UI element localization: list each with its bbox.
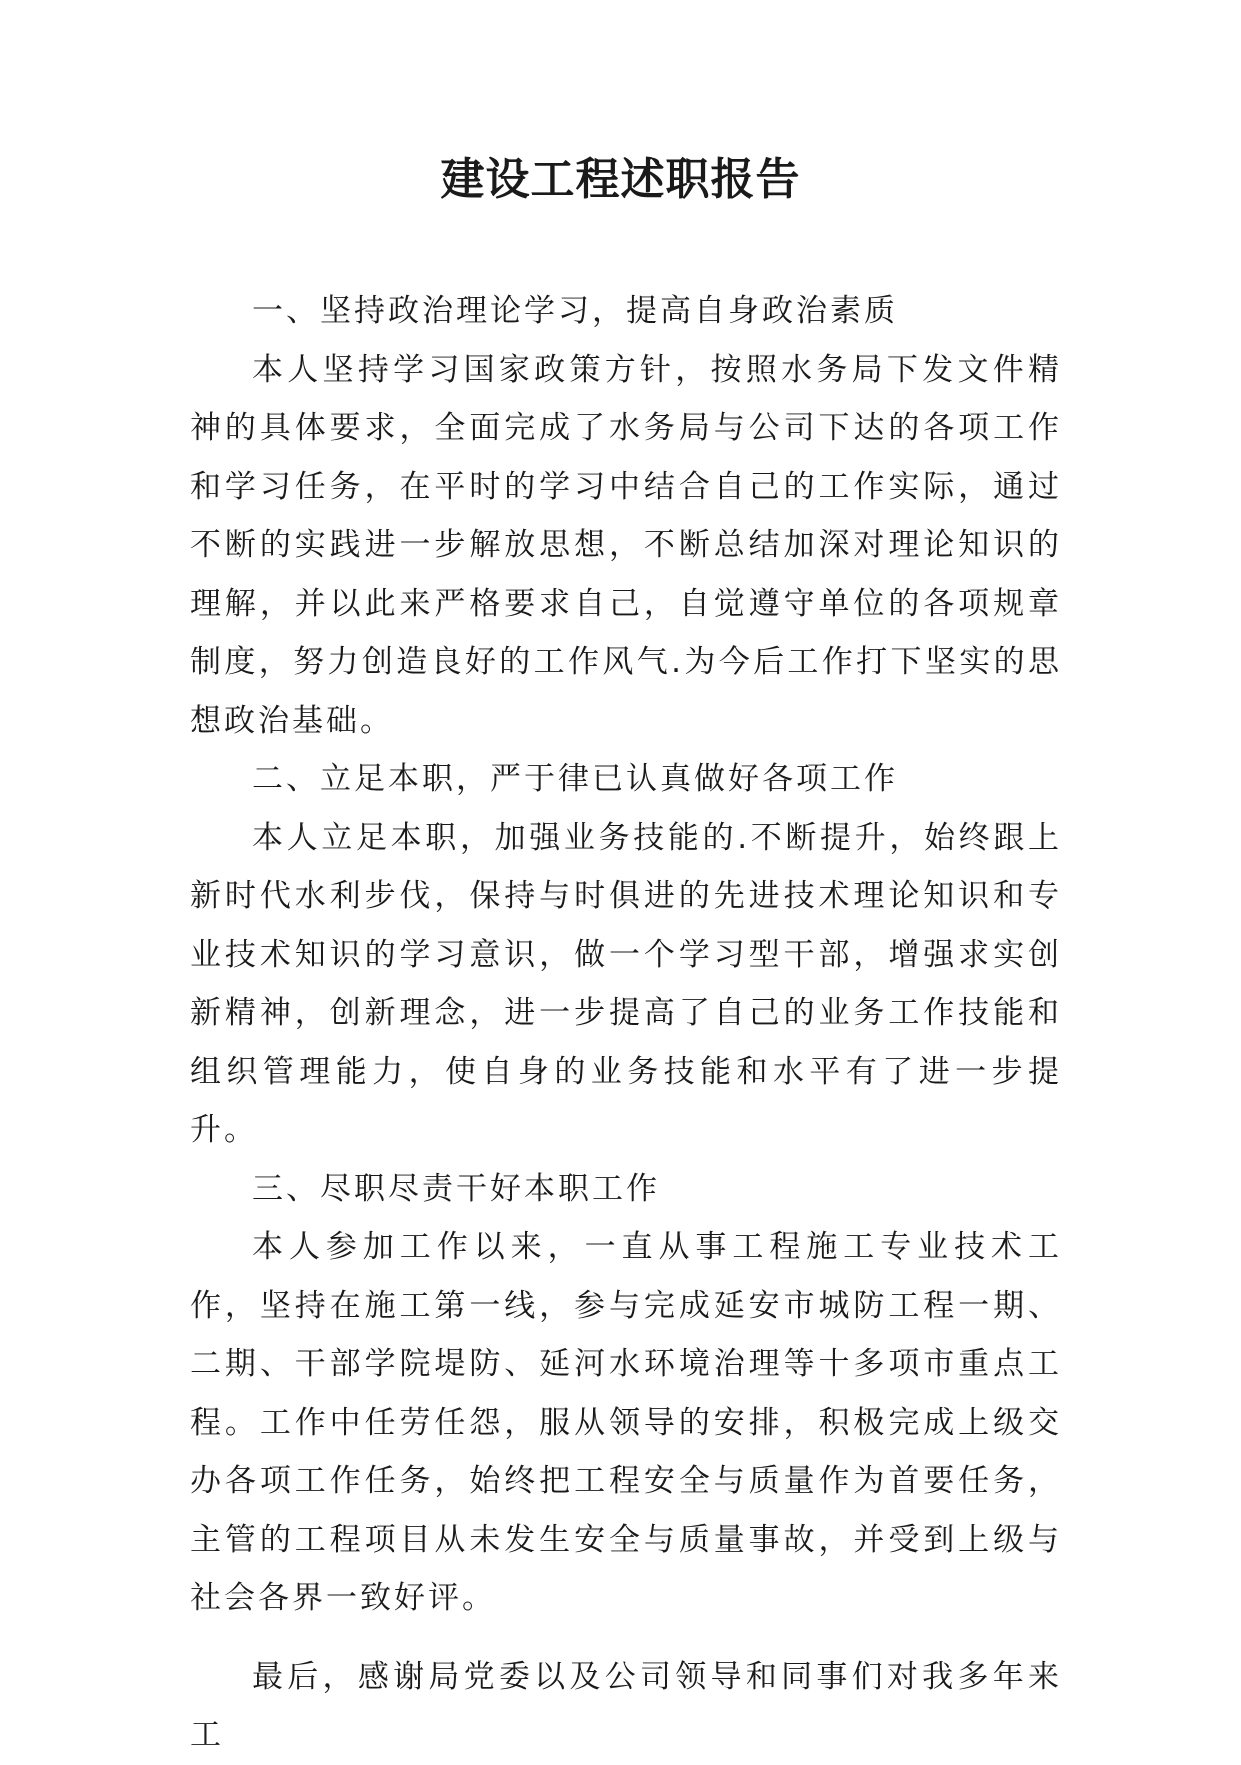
document-body — [190, 282, 1062, 1765]
section-heading-2: 二、立足本职，严于律已认真做好各项工作 — [252, 761, 898, 797]
section-heading-3: 三、尽职尽责干好本职工作 — [252, 1170, 660, 1207]
document-title: 建设工程述职报告 — [440, 154, 801, 205]
paragraph-2: 本人立足本职，加强业务技能的.不断提升，始终跟上新时代水利步伐，保持与时俱进的先进技术理论知识和专业技术知识的学习意识，做一个学习型干部，增强求实创新精神，创新理念，进一步提高了自己的业务工作技能和组织管理能力，使自身的业务技能和水平有了进一步提升。 — [190, 819, 1062, 1148]
paragraph-3: 本人参加工作以来，一直从事工程施工专业技术工作，坚持在施工第一线，参与完成延安市城防工程一期、二期、干部学院堤防、延河水环境治理等十多项市重点工程。工作中任劳任怨，服从领导的安排，积极完成上级交办各项工作任务，始终把工程安全与质量作为首要任务，主管的工程项目从未发生安全与质量事故，并受到上级与社会各界一致好评。 — [190, 1229, 1062, 1616]
section-heading-1: 一、坚持政治理论学习，提高自身政治素质 — [252, 293, 898, 329]
paragraph-1: 本人坚持学习国家政策方针，按照水务局下发文件精神的具体要求，全面完成了水务局与公司下达的各项工作和学习任务，在平时的学习中结合自己的工作实际，通过不断的实践进一步解放思想，不断总结加深对理论知识的理解，并以此来严格要求自己，自觉遵守单位的各项规章制度，努力创造良好的工作风气.为今后工作打下坚实的思想政治基础。 — [190, 351, 1062, 739]
closing-paragraph: 最后，感谢局党委以及公司领导和同事们对我多年来工 — [190, 1658, 1062, 1753]
